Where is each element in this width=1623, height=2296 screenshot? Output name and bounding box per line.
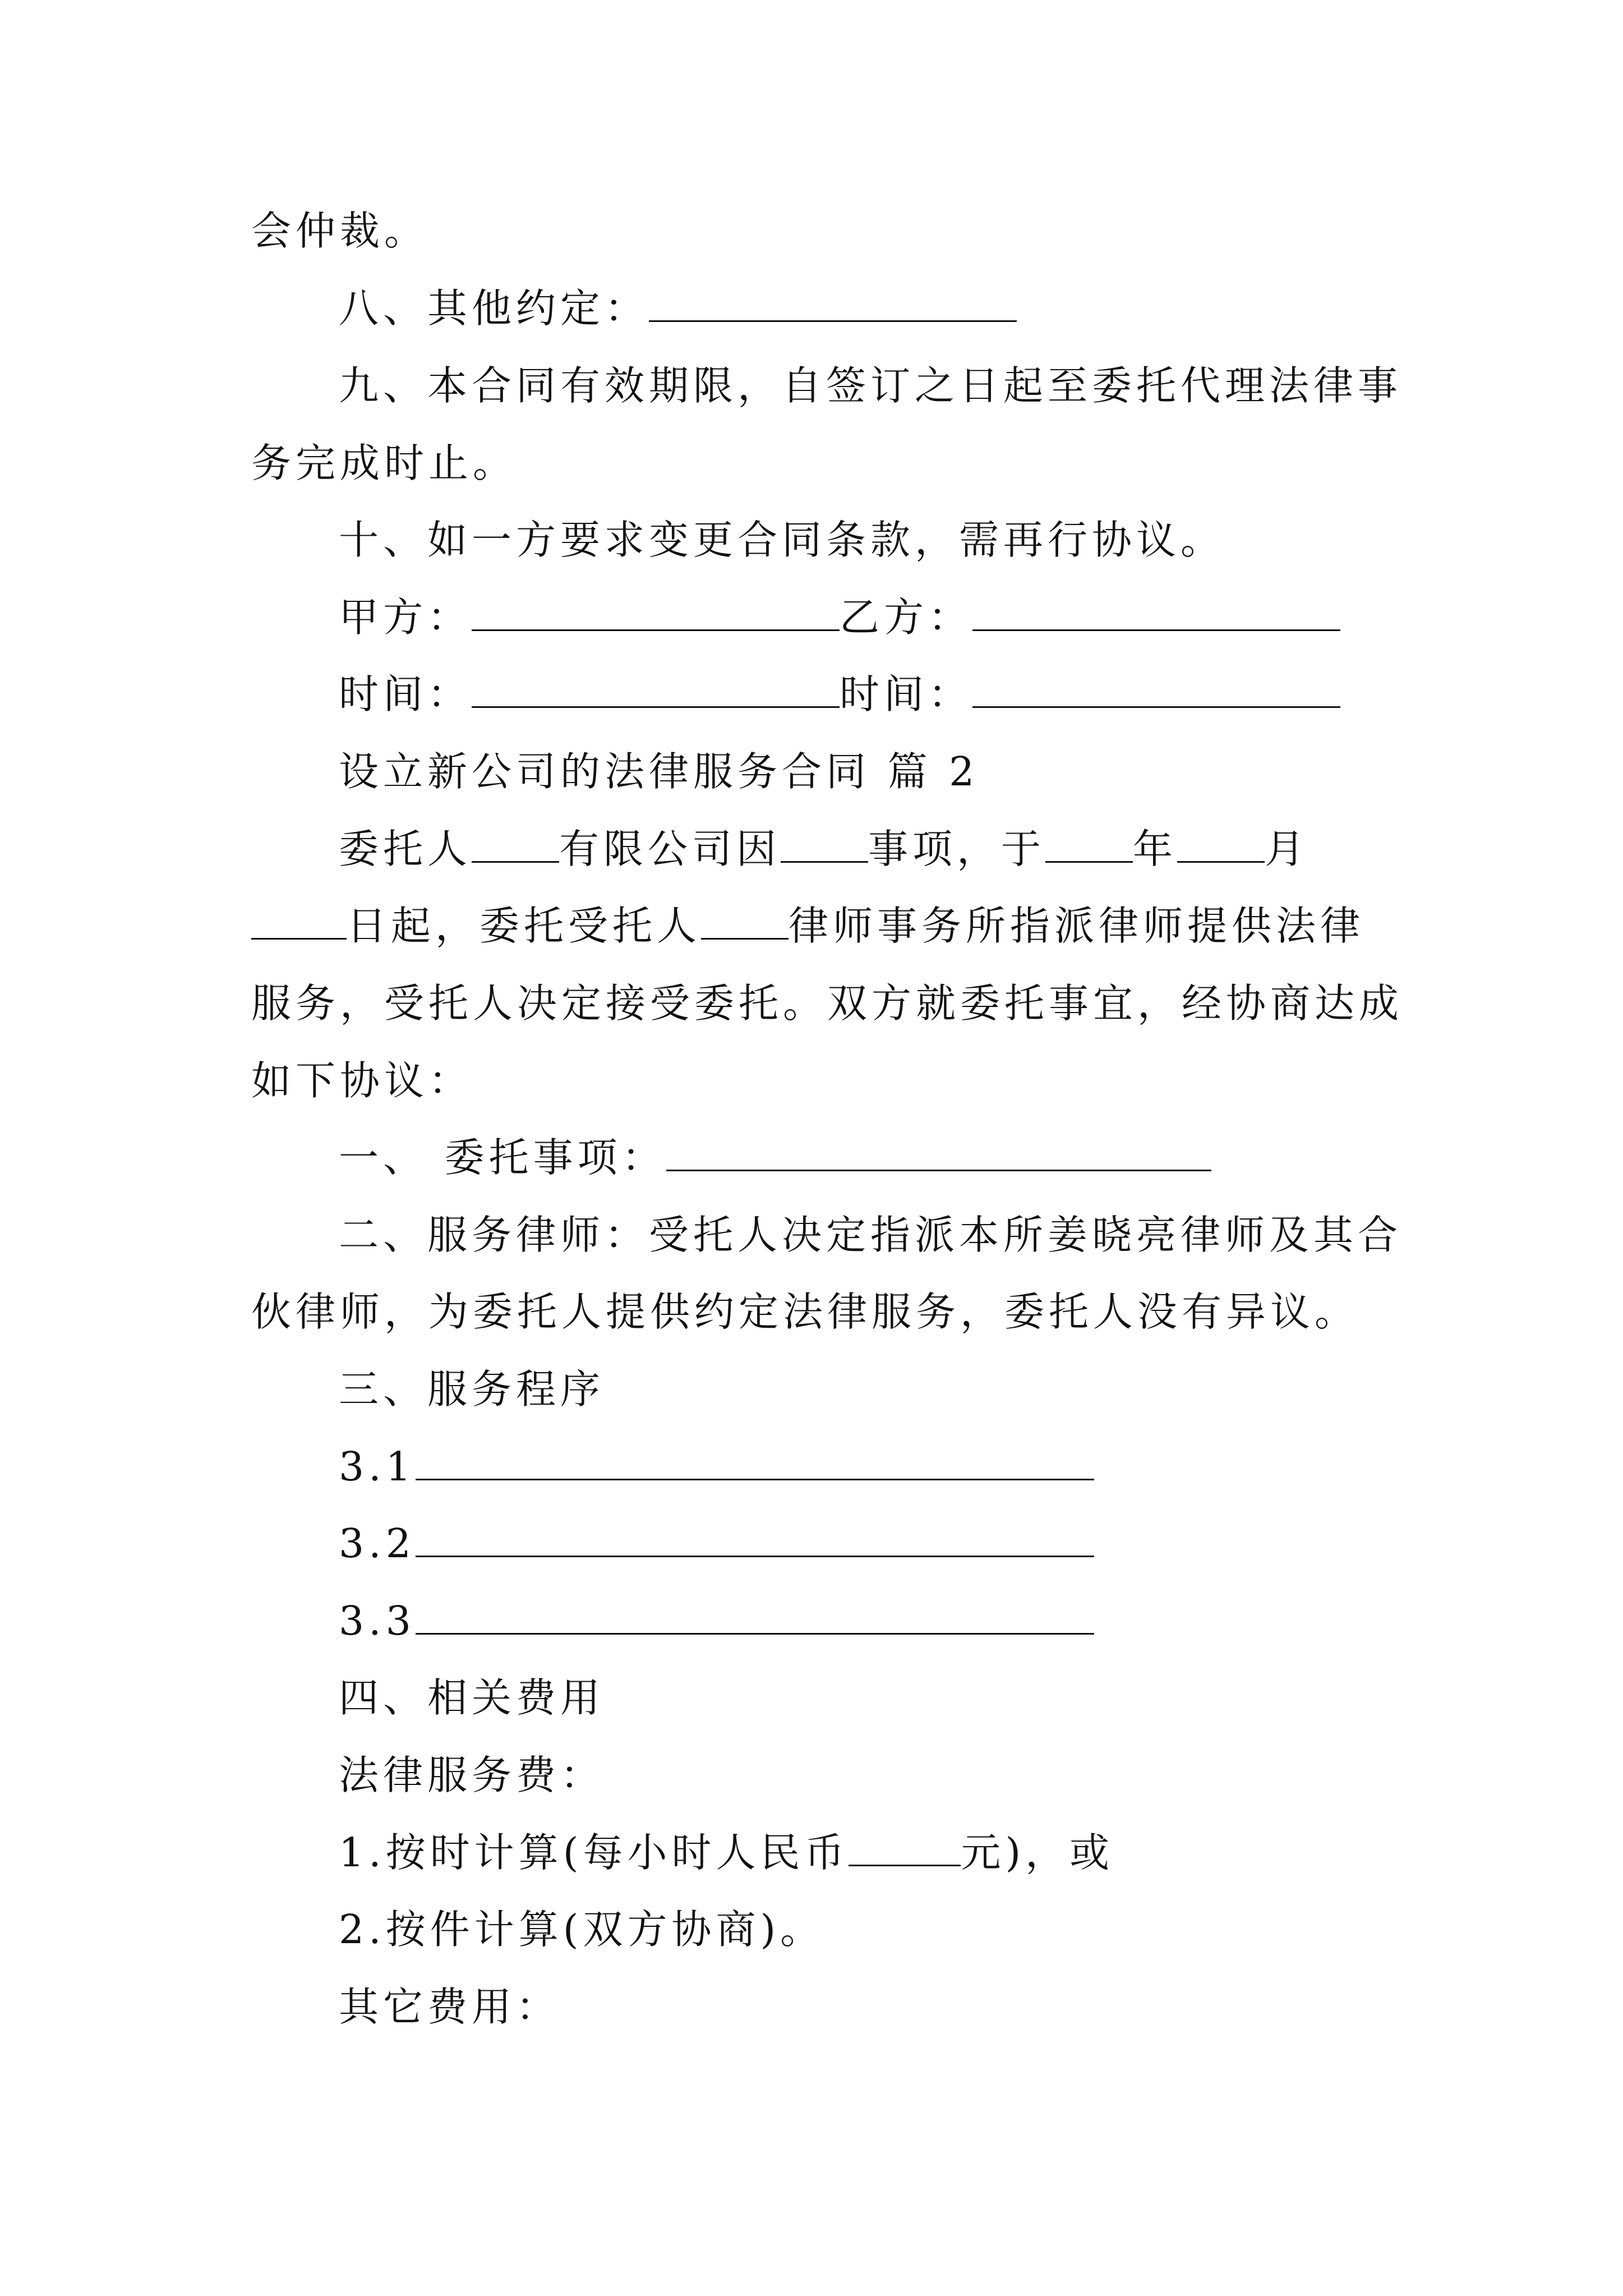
paragraph-text: 服务，受托人决定接受委托。双方就委托事宜，经协商达成 bbox=[251, 980, 1404, 1027]
client-label: 委托人 bbox=[339, 826, 472, 872]
paragraph-text: 其它费用： bbox=[339, 1984, 561, 2030]
fill-in-blank bbox=[781, 824, 868, 863]
text-line bbox=[0, 1747, 1623, 1803]
day-text: 日起，委托受托人 bbox=[347, 903, 702, 949]
fee-text: 1.按时计算(每小时人民币 bbox=[339, 1829, 849, 1876]
fill-in-blank bbox=[472, 824, 559, 863]
clause-text: 二、服务律师：受托人决定指派本所姜晓亮律师及其合 bbox=[339, 1212, 1403, 1258]
date-a-blank bbox=[472, 669, 840, 708]
procedure-item bbox=[0, 1516, 1623, 1572]
section-title: 设立新公司的法律服务合同 篇 2 bbox=[339, 748, 979, 795]
date-b-label: 时间： bbox=[840, 671, 973, 717]
item-number: 3.1 bbox=[339, 1443, 416, 1490]
item-number: 3.2 bbox=[339, 1520, 416, 1567]
clause-text: 四、相关费用 bbox=[339, 1674, 605, 1721]
fill-in-blank bbox=[416, 1519, 1094, 1557]
clause-text: 九、本合同有效期限，自签订之日起至委托代理法律事 bbox=[339, 362, 1403, 409]
paragraph-text: 会仲裁。 bbox=[251, 208, 429, 254]
text-line bbox=[0, 821, 1623, 877]
item-number: 3.3 bbox=[339, 1598, 416, 1644]
fill-in-blank bbox=[416, 1596, 1094, 1635]
firm-text: 律师事务所指派律师提供法律 bbox=[789, 903, 1365, 949]
procedure-item bbox=[0, 1593, 1623, 1649]
text-line bbox=[0, 1053, 1623, 1109]
clause-procedure bbox=[0, 1361, 1623, 1418]
month-label: 月 bbox=[1265, 826, 1310, 872]
clause-text: 八、其他约定： bbox=[339, 285, 649, 332]
party-a-blank bbox=[472, 592, 840, 631]
clause-text: 一、 委托事项： bbox=[339, 1134, 666, 1181]
clause-validity bbox=[0, 358, 1623, 414]
text-line bbox=[0, 898, 1623, 954]
fee-text: 元)，或 bbox=[961, 1829, 1114, 1876]
paragraph-text: 法律服务费： bbox=[339, 1752, 605, 1798]
clause-other-agreement bbox=[0, 280, 1623, 337]
text-line bbox=[0, 203, 1623, 259]
matter-label: 事项，于 bbox=[868, 826, 1046, 872]
month-blank bbox=[1177, 824, 1265, 863]
procedure-item bbox=[0, 1439, 1623, 1495]
party-b-blank bbox=[972, 592, 1340, 631]
section-heading bbox=[0, 744, 1623, 800]
fee-option bbox=[0, 1825, 1623, 1881]
text-line bbox=[0, 1979, 1623, 2035]
fill-in-blank bbox=[416, 1442, 1094, 1480]
day-blank bbox=[251, 901, 347, 940]
year-blank bbox=[1045, 824, 1133, 863]
paragraph-text: 如下协议： bbox=[251, 1057, 473, 1104]
party-b-label: 乙方： bbox=[840, 594, 973, 641]
company-label: 有限公司因 bbox=[559, 826, 781, 872]
firm-blank bbox=[701, 901, 789, 940]
clause-amendment bbox=[0, 512, 1623, 568]
party-a-label: 甲方： bbox=[339, 594, 472, 641]
clause-text: 十、如一方要求变更合同条款，需再行协议。 bbox=[339, 517, 1225, 563]
fee-option bbox=[0, 1902, 1623, 1958]
clause-lawyer bbox=[0, 1207, 1623, 1263]
rate-blank bbox=[849, 1828, 961, 1866]
fill-in-blank bbox=[666, 1133, 1211, 1171]
text-line bbox=[0, 1284, 1623, 1340]
signature-date-row bbox=[0, 666, 1623, 723]
text-line bbox=[0, 435, 1623, 491]
paragraph-text: 务完成时止。 bbox=[251, 440, 518, 486]
fee-text: 2.按件计算(双方协商)。 bbox=[339, 1906, 825, 1953]
date-b-blank bbox=[972, 669, 1340, 708]
fill-in-blank bbox=[649, 283, 1017, 322]
clause-matter bbox=[0, 1130, 1623, 1186]
clause-fees bbox=[0, 1670, 1623, 1726]
text-line bbox=[0, 976, 1623, 1032]
clause-text: 三、服务程序 bbox=[339, 1366, 605, 1412]
paragraph-text: 伙律师，为委托人提供约定法律服务，委托人没有异议。 bbox=[251, 1289, 1359, 1335]
year-label: 年 bbox=[1133, 826, 1178, 872]
signature-party-row bbox=[0, 590, 1623, 646]
date-a-label: 时间： bbox=[339, 671, 472, 717]
